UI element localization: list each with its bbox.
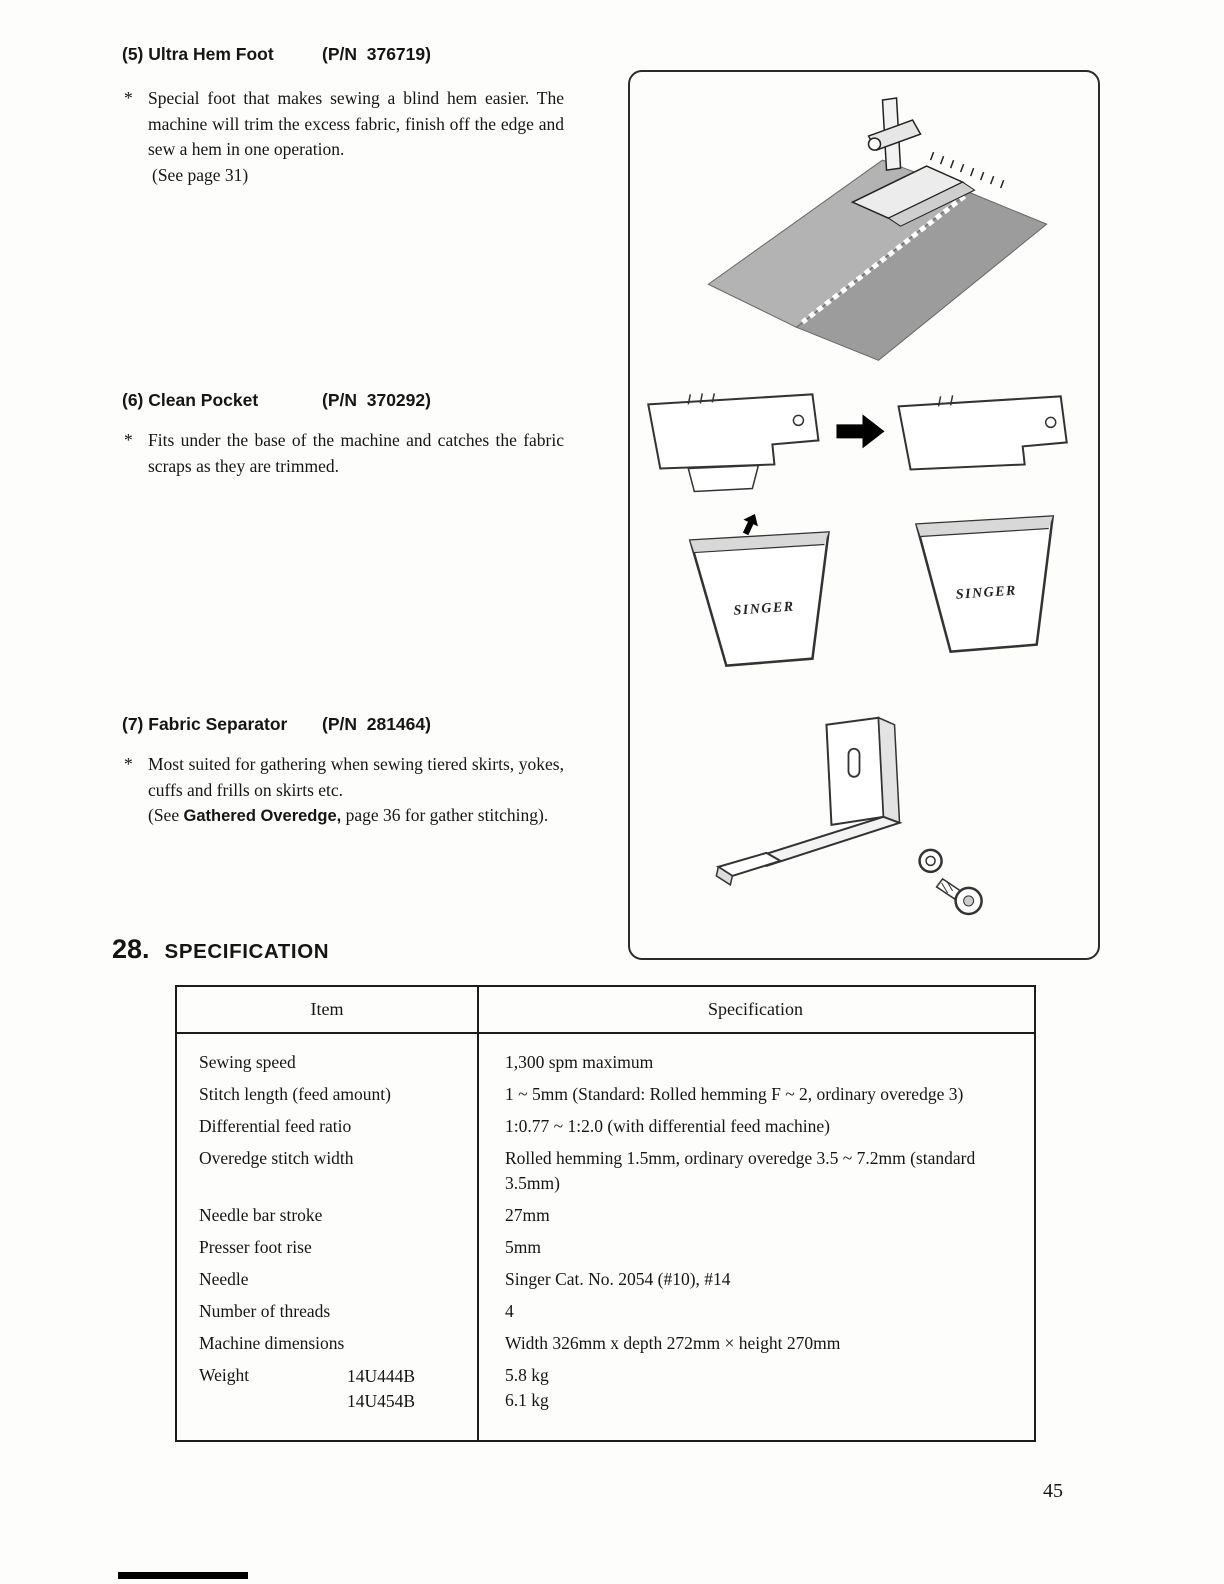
table-row [177,1299,1034,1324]
ultra-hem-foot-illustration [708,98,1046,360]
table-column-divider [477,987,479,1440]
spec-item: Needle [199,1269,249,1289]
table-header-specification: Specification [708,999,803,1019]
table-row [177,1082,1034,1107]
spec-value: 5mm [505,1237,541,1257]
spec-item: Overedge stitch width [199,1148,354,1168]
spec-item-weight [177,1363,477,1411]
illustrations-svg [630,72,1098,958]
washer-icon [920,850,942,872]
clean-pocket-illustration [648,393,1066,665]
fabric-separator-illustration [716,718,981,914]
table-row [177,1267,1034,1292]
table-row [177,1114,1034,1139]
specification-table [175,985,1036,1442]
right-arrow-icon [836,414,884,448]
section-heading-fabric-separator [122,714,431,735]
bullet-asterisk: * [124,88,133,108]
see-reference [148,803,564,830]
section-title: (5) Ultra Hem Foot [122,44,274,64]
table-row [177,1050,1034,1075]
see-prefix: (See [148,805,184,825]
spec-value: 1 ~ 5mm (Standard: Rolled hemming F ~ 2, ordinary overedge 3) [505,1084,964,1104]
scan-artifact-line [118,1572,248,1579]
weight-value: 6.1 kg [505,1390,549,1410]
section-text: Fits under the base of the machine and catches the fabric scraps as they are trimmed. [148,430,564,476]
model-number: 14U444B [347,1366,416,1386]
spec-item: Differential feed ratio [199,1116,352,1136]
weight-label: Weight [199,1365,250,1385]
section-body-ultra-hem-foot [122,86,564,188]
screw-icon [937,879,982,914]
section-heading-clean-pocket [122,390,431,411]
model-number: 14U454B [347,1391,416,1411]
spec-value: Rolled hemming 1.5mm, ordinary overedge 3.5 ~ 7.2mm (standard 3.5mm) [505,1148,976,1193]
see-bold-reference: Gathered Overedge, [183,807,342,825]
spec-item: Needle bar stroke [199,1205,323,1225]
singer-brand-label: SINGER [733,599,796,619]
spec-value-weight [477,1363,1034,1413]
table-row [177,1331,1034,1356]
see-reference: (See page 31) [152,164,249,185]
specification-heading [112,934,329,965]
part-number: (P/N 376719) [322,44,431,64]
spec-item: Number of threads [199,1301,331,1321]
section-heading-ultra-hem-foot [122,44,431,65]
specification-number: 28. [112,934,150,964]
spec-item: Presser foot rise [199,1237,312,1257]
part-number: (P/N 370292) [322,390,431,410]
section-text: Most suited for gathering when sewing tiered skirts, yokes, cuffs and frills on skirts etc. [148,754,564,800]
singer-brand-label: SINGER [955,583,1018,603]
table-header-item: Item [310,999,344,1019]
section-text: Special foot that makes sewing a blind hem easier. The machine will trim the excess fabric, finish off the edge and sew a hem in one operation. [148,88,564,159]
spec-value: 1,300 spm maximum [505,1052,654,1072]
specification-title: SPECIFICATION [164,940,330,963]
spec-value: 4 [505,1301,514,1321]
bullet-asterisk: * [124,430,133,450]
section-body-fabric-separator [122,752,564,830]
spec-value: Width 326mm x depth 272mm × height 270mm [505,1333,841,1353]
bullet-asterisk: * [124,754,133,774]
weight-value: 5.8 kg [505,1365,549,1385]
small-arrow-icon [738,511,762,538]
spec-value: 1:0.77 ~ 1:2.0 (with differential feed machine) [505,1116,831,1136]
section-title: (7) Fabric Separator [122,714,288,734]
table-row-weight [177,1363,1034,1413]
table-header-row [177,987,1034,1034]
table-row [177,1146,1034,1196]
weight-model-numbers [347,1364,415,1414]
table-row [177,1203,1034,1228]
see-suffix: page 36 for gather stitching). [341,805,549,825]
page-number: 45 [1043,1480,1063,1502]
illustration-panel [628,70,1100,960]
spec-item: Stitch length (feed amount) [199,1084,391,1104]
section-body-clean-pocket [122,428,564,479]
spec-item: Sewing speed [199,1052,296,1072]
spec-item: Machine dimensions [199,1333,345,1353]
table-row [177,1235,1034,1260]
spec-value: Singer Cat. No. 2054 (#10), #14 [505,1269,731,1289]
table-body [177,1034,1034,1440]
spec-value: 27mm [505,1205,550,1225]
part-number: (P/N 281464) [322,714,431,734]
section-title: (6) Clean Pocket [122,390,259,410]
